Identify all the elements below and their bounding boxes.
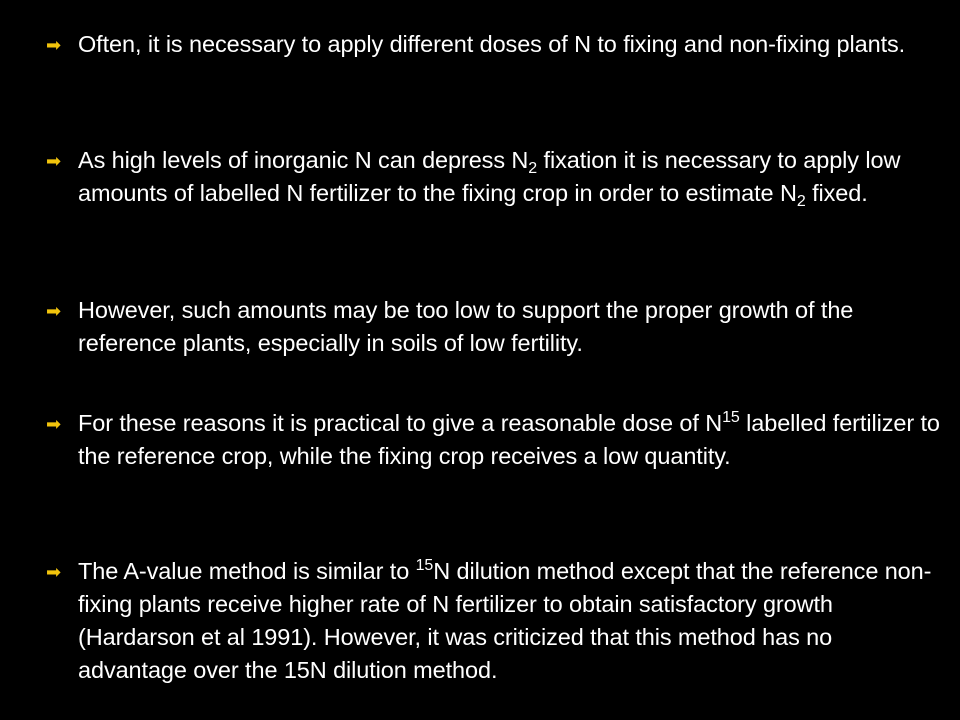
right-arrow-icon: ➡ — [46, 151, 62, 172]
superscript: 15 — [415, 557, 434, 574]
bullet-text-part: N dilution method except that the reference non-fixing plants receive higher rate of N fertilizer to obtain satisfactory growth (Hardarson et al 1991). However, it was criticized that this method has no advantage over the 15N dilution method. — [78, 558, 932, 683]
bullet-text — [78, 407, 940, 473]
bullet-text — [78, 28, 940, 61]
right-arrow-icon: ➡ — [46, 562, 62, 583]
bullet-text-part: Often, it is necessary to apply different doses of N to fixing and non-fixing plants. — [78, 31, 906, 57]
bullet-text-part: However, such amounts may be too low to support the proper growth of the reference plants, especially in soils of low fertility. — [78, 297, 854, 356]
bullet-text-part: For these reasons it is practical to give a reasonable dose of N — [78, 410, 723, 436]
bullet-text — [78, 555, 940, 687]
bullet-text — [78, 294, 940, 360]
right-arrow-icon: ➡ — [46, 301, 62, 322]
subscript: 2 — [796, 193, 806, 210]
bullet-text — [78, 144, 940, 210]
subscript: 2 — [528, 160, 538, 177]
bullet-text-part: fixation it is necessary to apply low amounts of labelled N fertilizer to the fixing crop in order to estimate N — [78, 147, 901, 206]
right-arrow-icon: ➡ — [46, 35, 62, 56]
right-arrow-icon: ➡ — [46, 414, 62, 435]
bullet-text-part: fixed. — [805, 180, 868, 206]
superscript: 15 — [722, 409, 740, 426]
bullet-text-part: The A-value method is similar to — [78, 558, 416, 584]
bullet-text-part: As high levels of inorganic N can depress N — [78, 147, 529, 173]
bullet-text-part: labelled fertilizer to the reference crop, while the fixing crop receives a low quantity. — [78, 410, 940, 469]
